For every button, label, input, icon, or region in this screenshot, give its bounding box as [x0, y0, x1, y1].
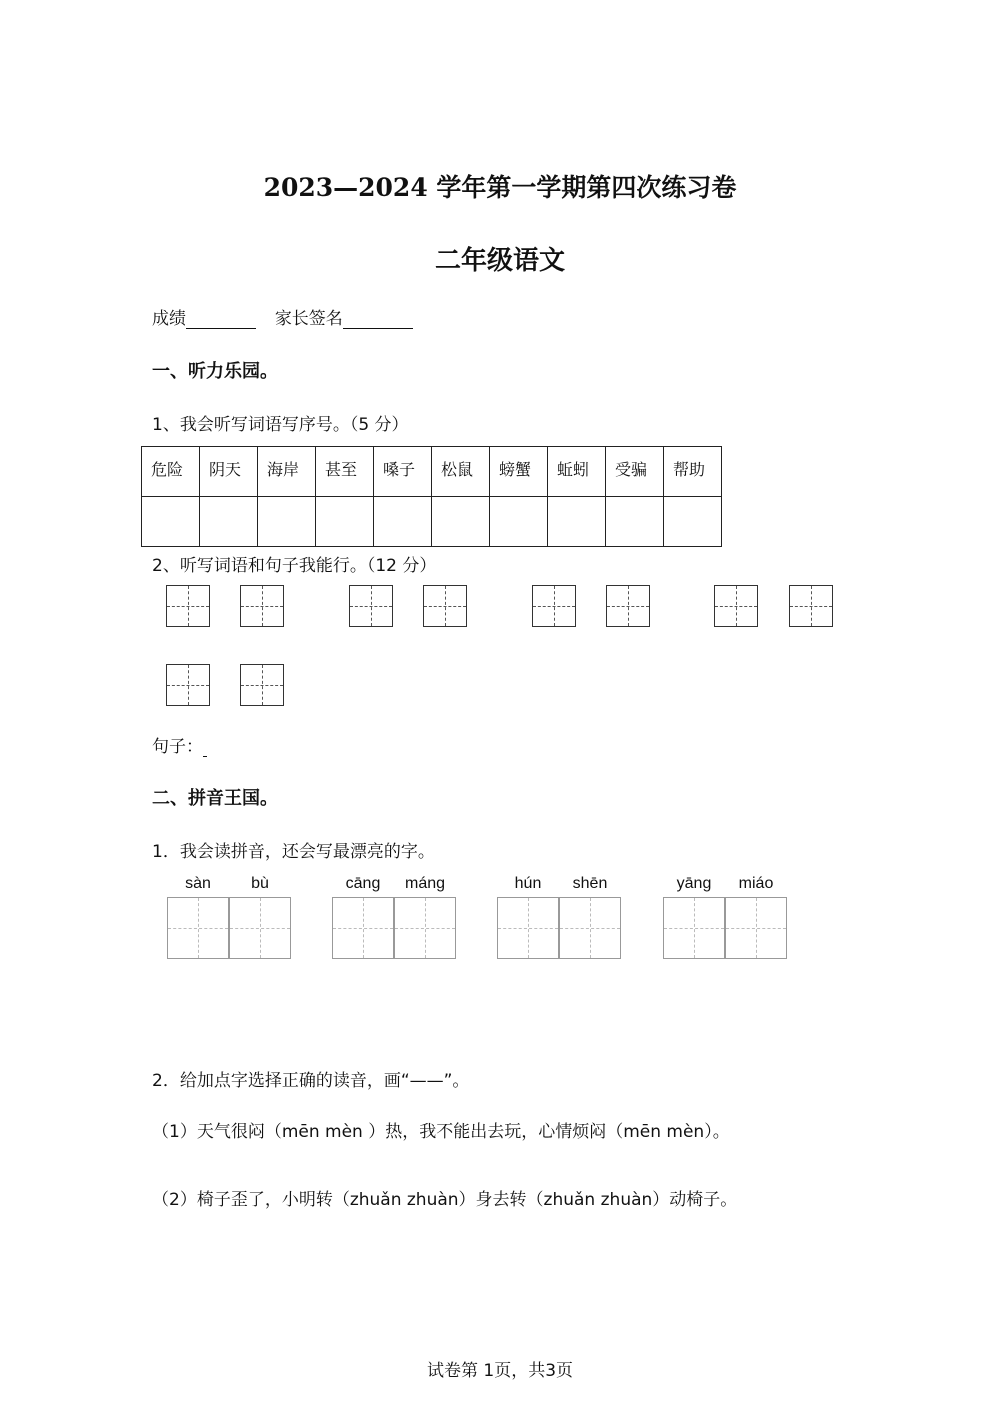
dictation-box[interactable]	[166, 585, 210, 627]
section1-q1: 1、我会听写词语写序号。（5 分）	[152, 415, 409, 435]
pinyin-label: shēn	[572, 875, 608, 892]
exam-subtitle: 二年级语文	[434, 246, 565, 276]
section2-q2: 2．给加点字选择正确的读音，画“——”。	[152, 1071, 470, 1091]
dictation-box[interactable]	[714, 585, 758, 627]
score-label: 成绩	[152, 309, 186, 329]
sentence-label: 句子：	[152, 737, 203, 757]
dictation-box[interactable]	[423, 585, 467, 627]
dictation-box[interactable]	[240, 664, 284, 706]
sentence-line	[152, 732, 207, 757]
section2-q1: 1．我会读拼音，还会写最漂亮的字。	[152, 842, 435, 862]
page-footer: 试卷第 1页，共3页	[426, 1361, 574, 1381]
dictation-box[interactable]	[789, 585, 833, 627]
answer-cell[interactable]	[200, 497, 258, 547]
word-cell: 嗓子	[374, 447, 432, 497]
pinyin-label: bù	[251, 875, 269, 892]
dictation-box[interactable]	[166, 664, 210, 706]
writing-grid[interactable]	[394, 897, 456, 959]
writing-grid[interactable]	[332, 897, 394, 959]
word-table	[141, 446, 722, 547]
answer-cell[interactable]	[142, 497, 200, 547]
answer-cell[interactable]	[374, 497, 432, 547]
answer-cell[interactable]	[316, 497, 374, 547]
word-cell: 阴天	[200, 447, 258, 497]
word-cell: 蚯蚓	[548, 447, 606, 497]
writing-grid[interactable]	[497, 897, 559, 959]
word-cell: 螃蟹	[490, 447, 548, 497]
answer-cell[interactable]	[664, 497, 722, 547]
section1-heading: 一、听力乐园。	[152, 361, 278, 382]
writing-grid[interactable]	[663, 897, 725, 959]
section1-q2: 2、听写词语和句子我能行。（12 分）	[152, 556, 437, 576]
score-blank[interactable]	[186, 310, 256, 329]
word-cell: 受骗	[606, 447, 664, 497]
dictation-box[interactable]	[532, 585, 576, 627]
info-line	[152, 304, 413, 329]
parent-signature-label: 家长签名	[274, 309, 343, 329]
exam-title: 2023—2024 学年第一学期第四次练习卷	[263, 173, 737, 202]
pinyin-label: yāng	[676, 875, 712, 892]
writing-grid[interactable]	[167, 897, 229, 959]
dictation-box[interactable]	[349, 585, 393, 627]
sentence-blank[interactable]	[203, 742, 207, 757]
word-cell: 危险	[142, 447, 200, 497]
dictation-box[interactable]	[606, 585, 650, 627]
writing-grid[interactable]	[229, 897, 291, 959]
word-cell: 甚至	[316, 447, 374, 497]
question-item-2: （2）椅子歪了，小明转（zhuǎn zhuàn）身去转（zhuǎn zhuàn）动椅子。	[152, 1190, 738, 1210]
pinyin-label: cāng	[345, 875, 381, 892]
pinyin-label: hún	[514, 875, 542, 892]
pinyin-label: sàn	[185, 875, 211, 892]
word-cell: 松鼠	[432, 447, 490, 497]
answer-cell[interactable]	[606, 497, 664, 547]
answer-cell[interactable]	[258, 497, 316, 547]
answer-cell[interactable]	[432, 497, 490, 547]
dictation-box[interactable]	[240, 585, 284, 627]
pinyin-label: miáo	[738, 875, 774, 892]
section2-heading: 二、拼音王国。	[152, 788, 278, 809]
question-item-1: （1）天气很闷（mēn mèn ）热，我不能出去玩，心情烦闷（mēn mèn）。	[152, 1122, 730, 1142]
parent-signature-blank[interactable]	[343, 310, 413, 329]
writing-grid[interactable]	[559, 897, 621, 959]
answer-cell[interactable]	[490, 497, 548, 547]
word-cell: 帮助	[664, 447, 722, 497]
answer-cell[interactable]	[548, 497, 606, 547]
word-cell: 海岸	[258, 447, 316, 497]
writing-grid[interactable]	[725, 897, 787, 959]
pinyin-label: máng	[404, 875, 446, 892]
